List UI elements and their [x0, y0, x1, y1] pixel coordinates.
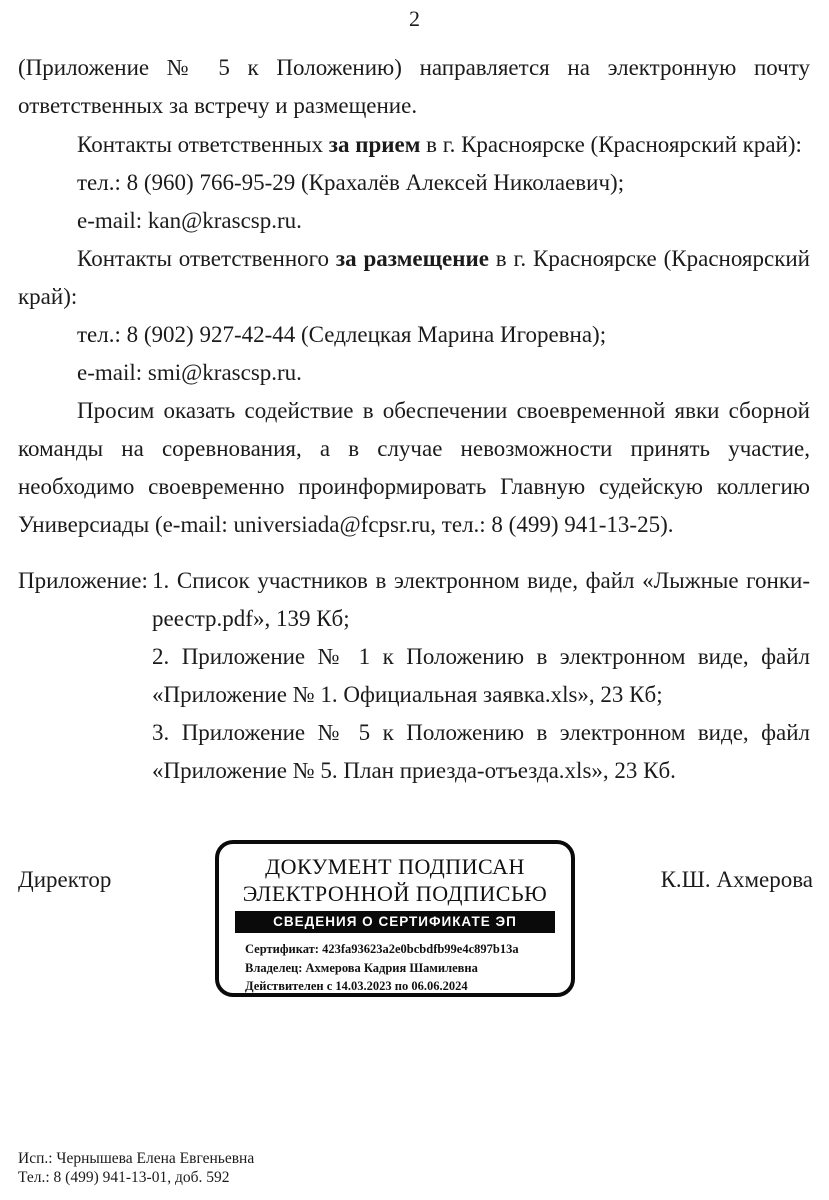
accommodation-contacts-heading: [18, 240, 810, 316]
appendix-section: [18, 562, 810, 790]
stamp-certificate-info: [245, 940, 559, 996]
page-number: 2: [409, 6, 420, 31]
signature-name: К.Ш. Ахмерова: [660, 867, 813, 892]
appendix-item-2: 2. Приложение № 1 к Положению в электронном виде, файл «Приложение № 1. Официальная заявка.xls», 23 Кб;: [152, 644, 810, 707]
reception-heading-prefix: Контакты ответственных: [77, 132, 329, 157]
document-footer: [18, 1149, 254, 1187]
stamp-title-line1: ДОКУМЕНТ ПОДПИСАН: [265, 854, 525, 879]
stamp-certificate-validity: Действителен с 14.03.2023 по 06.06.2024: [245, 979, 468, 993]
footer-phone-line: Тел.: 8 (499) 941-13-01, доб. 592: [18, 1169, 230, 1186]
reception-contacts-heading: [18, 126, 810, 164]
accommodation-phone-line: тел.: 8 (902) 927-42-44 (Седлецкая Марина Игоревна);: [77, 322, 607, 347]
reception-heading-bold: за прием: [328, 132, 421, 157]
signature-role: Директор: [18, 867, 112, 892]
accommodation-email-line: e-mail: smi@krascsp.ru.: [77, 360, 302, 385]
accommodation-heading-suffix: в г. Красноярске (Красноярский край):: [18, 246, 810, 309]
appendix-label: Приложение:: [18, 568, 148, 593]
accommodation-heading-bold: за размещение: [335, 246, 489, 271]
appendix-item-1: 1. Список участников в электронном виде, файл «Лыжные гонки-реестр.pdf», 139 Кб;: [152, 568, 810, 631]
footer-executor-line: Исп.: Чернышева Елена Евгеньевна: [18, 1150, 255, 1167]
stamp-title-line2: ЭЛЕКТРОННОЙ ПОДПИСЬЮ: [242, 881, 548, 906]
stamp-title: [219, 853, 571, 907]
appendix-items: [152, 562, 810, 790]
reception-email-line: e-mail: kan@krascsp.ru.: [77, 208, 302, 233]
electronic-signature-stamp: [215, 840, 575, 997]
reception-phone-line: тел.: 8 (960) 766-95-29 (Крахалёв Алексей Николаевич);: [77, 170, 625, 195]
stamp-certificate-owner: Владелец: Ахмерова Кадрия Шамилевна: [245, 960, 478, 975]
reception-heading-suffix: в г. Красноярске (Красноярский край):: [420, 132, 802, 157]
intro-paragraph: (Приложение № 5 к Положению) направляется на электронную почту ответственных за встречу и размещение.: [18, 55, 810, 118]
accommodation-heading-prefix: Контакты ответственного: [77, 246, 336, 271]
request-paragraph: Просим оказать содействие в обеспечении своевременной явки сборной команды на соревнования, а в случае невозможности принять участие, необходимо своевременно проинформировать Главную судейскую коллегию Универсиады (e-mail: universiada@fcpsr.ru, тел.: 8 (499) 941-13-25).: [18, 398, 810, 537]
appendix-item-3: 3. Приложение № 5 к Положению в электронном виде, файл «Приложение № 5. План приезда-отъезда.xls», 23 Кб.: [152, 720, 810, 783]
stamp-certificate-banner: СВЕДЕНИЯ О СЕРТИФИКАТЕ ЭП: [235, 911, 555, 933]
stamp-certificate-number: Сертификат: 423fa93623a2e0bcbdfb99e4c897b13a: [245, 942, 519, 956]
